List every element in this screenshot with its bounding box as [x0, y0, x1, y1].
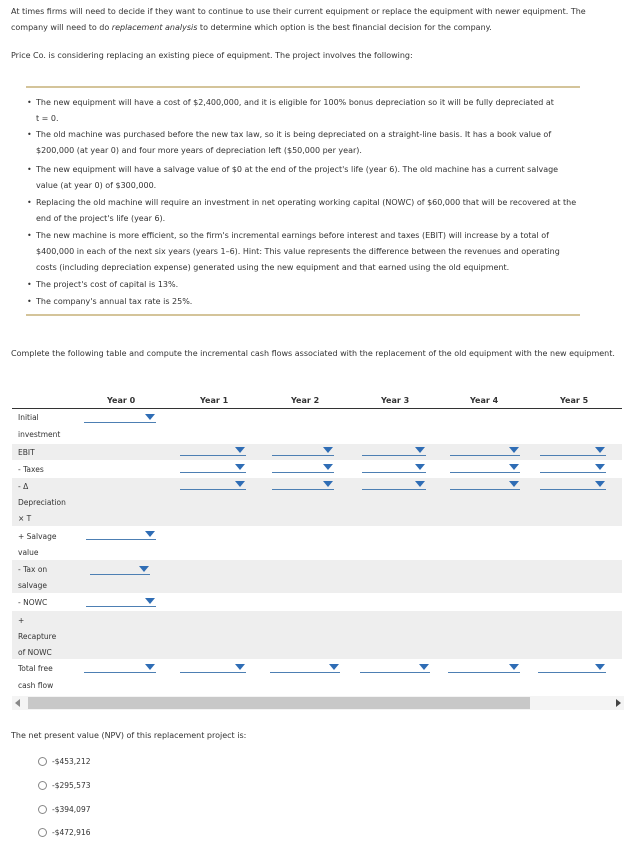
scroll-right-icon[interactable]	[616, 699, 621, 707]
dropdown-taxes-y5[interactable]	[540, 463, 606, 473]
chevron-down-icon	[145, 531, 155, 537]
bullet-text: The new machine is more efficient, so the firm's incremental earnings before interest and taxes (EBIT) will increase by a total of	[36, 231, 549, 240]
chevron-down-icon	[329, 664, 339, 670]
row-label-recapture: Recapture	[18, 632, 57, 641]
npv-option-radio[interactable]	[38, 805, 47, 814]
dropdown-ebit-y1[interactable]	[180, 446, 246, 456]
chevron-down-icon	[509, 664, 519, 670]
chevron-down-icon	[419, 664, 429, 670]
chevron-down-icon	[415, 481, 425, 487]
bullet-text: value (at year 0) of $300,000.	[36, 181, 157, 190]
bullet-text: costs (including depreciation expense) generated using the new equipment and that earned using the old equipment.	[36, 263, 510, 272]
row-label-salvage: + Salvage	[18, 532, 57, 541]
dropdown-total-y2[interactable]	[270, 663, 340, 673]
bullet-text: end of the project's life (year 6).	[36, 214, 166, 223]
dropdown-salvage-y0[interactable]	[86, 530, 156, 540]
dropdown-dep-y3[interactable]	[362, 480, 426, 490]
top-rule	[26, 86, 580, 88]
dropdown-dep-y1[interactable]	[180, 480, 246, 490]
dropdown-total-y4[interactable]	[448, 663, 520, 673]
row-label-depreciation: - Δ	[18, 482, 29, 491]
dropdown-taxes-y3[interactable]	[362, 463, 426, 473]
dropdown-taxes-y4[interactable]	[450, 463, 520, 473]
col-header-year-1: Year 1	[200, 396, 229, 405]
dropdown-ebit-y4[interactable]	[450, 446, 520, 456]
row-label-initial: Initial	[18, 413, 39, 422]
bullet-text: $200,000 (at year 0) and four more years of depreciation left ($50,000 per year).	[36, 146, 362, 155]
dropdown-initial-y0[interactable]	[84, 413, 156, 423]
intro-line-3: Price Co. is considering replacing an existing piece of equipment. The project involves the following:	[11, 51, 413, 60]
chevron-down-icon	[509, 447, 519, 453]
npv-option-label[interactable]: -$394,097	[52, 805, 91, 814]
npv-option-label[interactable]: -$472,916	[52, 828, 91, 837]
npv-option-label[interactable]: -$295,573	[52, 781, 91, 790]
dropdown-taxes-y2[interactable]	[272, 463, 334, 473]
chevron-down-icon	[595, 481, 605, 487]
bullet-text: t = 0.	[36, 114, 59, 123]
npv-option-radio[interactable]	[38, 757, 47, 766]
chevron-down-icon	[323, 481, 333, 487]
row-label-taxes: - Taxes	[18, 465, 44, 474]
row-label-ebit: EBIT	[18, 448, 35, 457]
chevron-down-icon	[415, 464, 425, 470]
table-header-rule	[12, 408, 622, 409]
row-label-nowc: - NOWC	[18, 598, 48, 607]
dropdown-dep-y2[interactable]	[272, 480, 334, 490]
col-header-year-4: Year 4	[470, 396, 499, 405]
dropdown-ebit-y2[interactable]	[272, 446, 334, 456]
bullet-text: The project's cost of capital is 13%.	[36, 280, 179, 289]
chevron-down-icon	[139, 566, 149, 572]
row-label-depreciation: × T	[18, 514, 32, 523]
chevron-down-icon	[323, 464, 333, 470]
bullet-text: Replacing the old machine will require an investment in net operating working capital (NOWC) of $60,000 that will be recovered at the	[36, 198, 577, 207]
table-instruction: Complete the following table and compute the incremental cash flows associated with the replacement of the old equipment with the new equipment.	[11, 349, 615, 358]
row-band-recapture	[12, 611, 622, 659]
bullet-dot: •	[27, 98, 32, 107]
dropdown-taxes-y1[interactable]	[180, 463, 246, 473]
col-header-year-5: Year 5	[560, 396, 589, 405]
row-label-total: Total free	[18, 664, 53, 673]
row-label-tax-salvage: - Tax on	[18, 565, 48, 574]
dropdown-dep-y5[interactable]	[540, 480, 606, 490]
bullet-text: The old machine was purchased before the new tax law, so it is being depreciated on a straight-line basis. It has a book value of	[36, 130, 552, 139]
chevron-down-icon	[595, 464, 605, 470]
row-label-initial: investment	[18, 430, 61, 439]
intro-line-2a: company will need to do	[11, 23, 112, 32]
dropdown-nowc-y0[interactable]	[86, 597, 156, 607]
intro-line-2	[11, 22, 492, 33]
chevron-down-icon	[145, 414, 155, 420]
scroll-left-icon[interactable]	[15, 699, 20, 707]
dropdown-total-y0[interactable]	[84, 663, 156, 673]
intro-replacement-analysis: replacement analysis	[111, 23, 198, 32]
row-label-salvage: value	[18, 548, 39, 557]
col-header-year-2: Year 2	[291, 396, 320, 405]
bullet-text: The new equipment will have a cost of $2,400,000, and it is eligible for 100% bonus depreciation so it will be fully depreciated at	[36, 98, 554, 107]
bullet-text: $400,000 in each of the next six years (years 1–6). Hint: This value represents the difference between the revenues and operating	[36, 247, 560, 256]
col-header-year-0: Year 0	[107, 396, 136, 405]
bullet-dot: •	[27, 165, 32, 174]
row-label-tax-salvage: salvage	[18, 581, 47, 590]
chevron-down-icon	[235, 664, 245, 670]
bullet-dot: •	[27, 198, 32, 207]
dropdown-total-y1[interactable]	[180, 663, 246, 673]
dropdown-total-y3[interactable]	[360, 663, 430, 673]
row-label-recapture: of NOWC	[18, 648, 52, 657]
bullet-dot: •	[27, 297, 32, 306]
chevron-down-icon	[145, 664, 155, 670]
row-label-total: cash flow	[18, 681, 54, 690]
dropdown-ebit-y3[interactable]	[362, 446, 426, 456]
chevron-down-icon	[595, 447, 605, 453]
scrollbar-thumb[interactable]	[28, 697, 530, 709]
chevron-down-icon	[509, 464, 519, 470]
chevron-down-icon	[235, 464, 245, 470]
bullet-text: The company's annual tax rate is 25%.	[36, 297, 193, 306]
bottom-rule	[26, 314, 580, 316]
bullet-text: The new equipment will have a salvage value of $0 at the end of the project's life (year 6). The old machine has a current salvage	[36, 165, 559, 174]
chevron-down-icon	[145, 598, 155, 604]
chevron-down-icon	[235, 481, 245, 487]
npv-option-radio[interactable]	[38, 781, 47, 790]
dropdown-total-y5[interactable]	[538, 663, 606, 673]
intro-line-1: At times firms will need to decide if they want to continue to use their current equipment or replace the equipment with newer equipment. The	[11, 7, 586, 16]
bullet-dot: •	[27, 231, 32, 240]
col-header-year-3: Year 3	[381, 396, 410, 405]
intro-line-2c: to determine which option is the best financial decision for the company.	[197, 23, 492, 32]
bullet-dot: •	[27, 280, 32, 289]
chevron-down-icon	[323, 447, 333, 453]
bullet-dot: •	[27, 130, 32, 139]
row-label-depreciation: Depreciation	[18, 498, 66, 507]
chevron-down-icon	[509, 481, 519, 487]
chevron-down-icon	[595, 664, 605, 670]
dropdown-ebit-y5[interactable]	[540, 446, 606, 456]
row-label-recapture: +	[18, 616, 25, 625]
npv-option-label[interactable]: -$453,212	[52, 757, 91, 766]
npv-question: The net present value (NPV) of this replacement project is:	[11, 731, 247, 740]
horizontal-scrollbar[interactable]	[12, 696, 624, 710]
chevron-down-icon	[415, 447, 425, 453]
chevron-down-icon	[235, 447, 245, 453]
dropdown-dep-y4[interactable]	[450, 480, 520, 490]
dropdown-tax-salvage-y0[interactable]	[90, 565, 150, 575]
npv-option-radio[interactable]	[38, 828, 47, 837]
